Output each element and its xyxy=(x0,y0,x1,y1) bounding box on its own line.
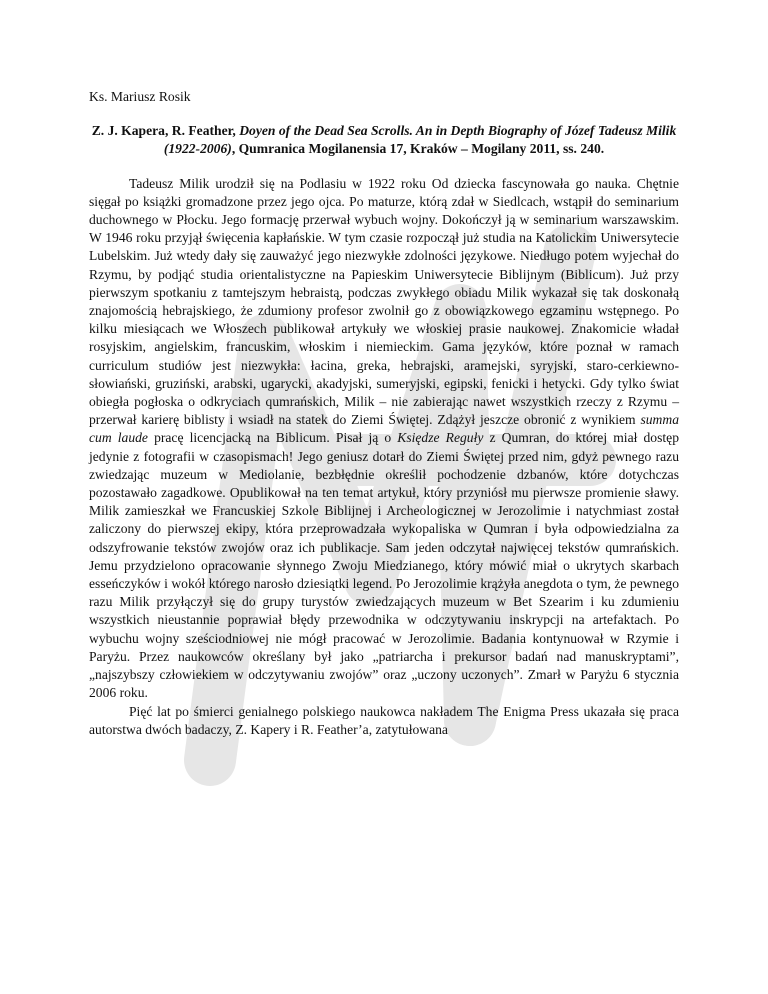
review-bibliographic-header xyxy=(89,122,679,158)
review-body xyxy=(89,175,679,739)
paragraph-1-italic-a: summa cum laude xyxy=(89,412,679,446)
header-authors: Z. J. Kapera, R. Feather, xyxy=(91,123,240,139)
header-publication-details: , Qumranica Mogilanensia 17, Kraków – Mogilany 2011, ss. 240. xyxy=(231,141,605,157)
paragraph-1-text-a: Tadeusz Milik urodził się na Podlasiu w 1922 roku Od dziecka fascynowała go nauka. Chętnie sięgał po książki gromadzone przez jego ojca. Po maturze, którą zdał w Siedlcach, wstąpił do seminarium duchownego w Płocku. Jego formację przerwał wybuch wojny. Dokończył ją w seminarium warszawskim. W 1946 roku przyjął święcenia kapłańskie. W tym czasie rozpoczął już studia na Katolickim Uniwersytecie Lubelskim. Już wtedy dały się zauważyć jego niezwykłe zdolności językowe. Niedługo potem wyjechał do Rzymu, by podjąć studia orientalistyczne na Papieskim Uniwersytecie Biblijnym (Biblicum). Już przy pierwszym spotkaniu z tamtejszym hebraistą, podczas zwykłego obiadu Milik wykazał się tak doskonałą znajomością hebrajskiego, że zdumiony profesor zwolnił go z obowiązkowego egzaminu wstępnego. Po kilku miesiącach we Włoszech publikował artykuły we włoskiej prasie naukowej. Znakomicie władał rosyjskim, angielskim, francuskim, włoskim i niemieckim. Gama języków, które poznał w ramach curriculum studiów jest niezwykła: łacina, greka, hebrajski, aramejski, syryjski, staro-cerkiewno-słowiański, gruziński, arabski, ugarycki, akadyjski, sumeryjski, egipski, fenicki i hetycki. Gdy tylko świat obiegła pogłoska o odkryciach qumrańskich, Milik – nie zabierając nawet wszystkich rzeczy z Rzymu – przerwał karierę biblisty i wsiadł na statek do Ziemi Świętej. Zdążył jeszcze obronić z wynikiem xyxy=(89,175,679,428)
book-title: Doyen of the Dead Sea Scrolls. An in Depth Biography of Józef Tadeusz Milik (1922-2006) xyxy=(163,123,677,157)
paragraph-2: Pięć lat po śmierci genialnego polskiego naukowca nakładem The Enigma Press ukazała się praca autorstwa dwóch badaczy, Z. Kapery i R. Feather’a, zatytułowana xyxy=(89,703,679,737)
paragraph-1-text-c: z Qumran, do której miał dostęp jedynie z fotografii w czasopismach! Jego geniusz dotarł do Ziemi Świętej przed nim, gdyż pewnego razu zwiedzając muzeum w Mediolanie, bezbłędnie określił pochodzenie dzbanów, które dotychczas pozostawało zagadkowe. Opublikował na ten temat artykuł, który przyniósł mu pierwsze promienie sławy. Milik zamieszkał we Francuskiej Szkole Biblijnej i Archeologicznej w Jerozolimie i natychmiast został zaliczony do pierwszej ekipy, która przeprowadzała wykopaliska w Qumran i była odpowiedzialna za odszyfrowanie tekstów zwojów oraz ich publikacje. Sam jeden odczytał najwięcej tekstów qumrańskich. Jemu przydzielono opracowanie słynnego Zwoju Miedzianego, który mówić miał o ukrytych skarbach esseńczyków i wokół którego narosło dziesiątki legend. Po Jerozolimie krążyła anegdota o tym, że pewnego razu Milik przyłączył się do grupy turystów zwiedzających muzeum w Bet Szearim i ku zdumieniu wszystkich nieustannie poprawiał błędy przewodnika w odczytywaniu inskrypcji na artefaktach. Po wybuchu wojny sześciodniowej nie mógł pracować w Jerozolimie. Badania kontynuował w Rzymie i Paryżu. Przez naukowców określany był jako „patriarcha i prekursor badań nad manuskryptami”, „najszybszy człowiekiem w odczytywaniu zwojów” oraz „uczony uczonych”. Zmarł w Paryżu 6 stycznia 2006 roku. xyxy=(89,430,679,701)
review-author: Ks. Mariusz Rosik xyxy=(89,89,191,104)
paragraph-1-text-b: pracę licencjacką na Biblicum. Pisał ją o xyxy=(147,430,398,446)
document-page xyxy=(89,88,679,739)
paragraph-1-italic-b: Księdze Reguły xyxy=(397,430,484,446)
paragraph-1 xyxy=(89,175,679,703)
